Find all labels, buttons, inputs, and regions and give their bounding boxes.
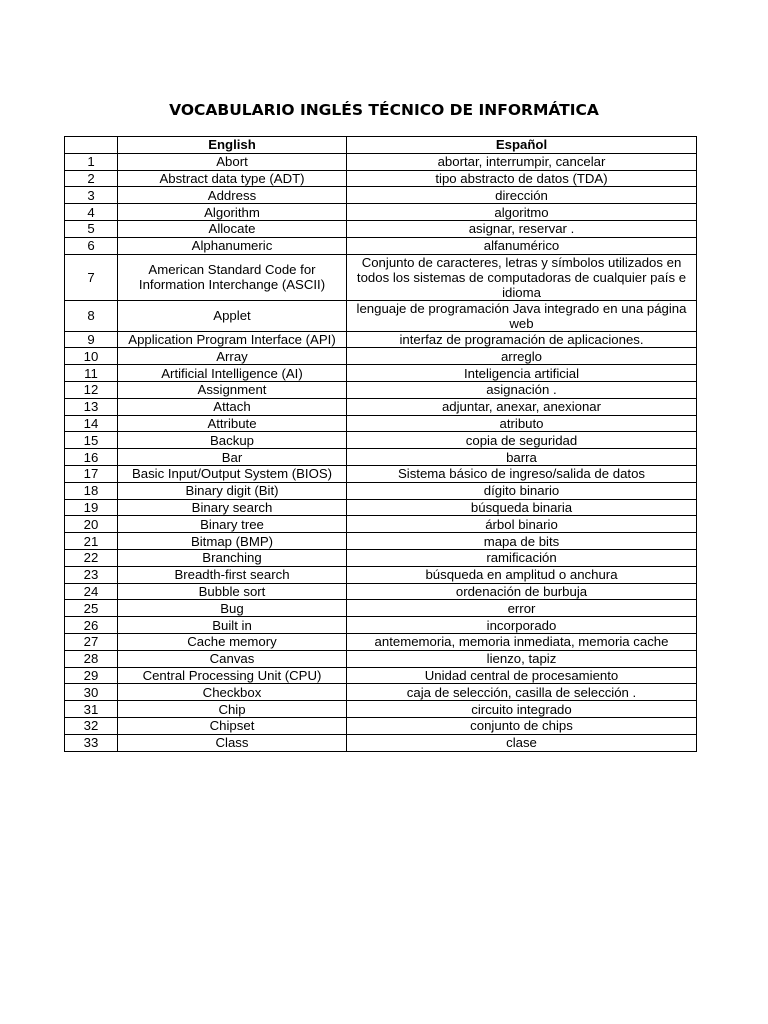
english-term-cell: Attach (118, 398, 347, 415)
english-term-cell: Binary digit (Bit) (118, 482, 347, 499)
english-term-cell: Class (118, 734, 347, 751)
table-row (65, 170, 697, 187)
column-header-spanish: Español (347, 137, 697, 154)
spanish-translation-cell: conjunto de chips (347, 717, 697, 734)
row-number-cell: 9 (65, 331, 118, 348)
spanish-translation-cell: circuito integrado (347, 701, 697, 718)
english-term-cell: Bubble sort (118, 583, 347, 600)
table-row (65, 220, 697, 237)
table-row (65, 237, 697, 254)
row-number-cell: 15 (65, 432, 118, 449)
row-number-cell: 29 (65, 667, 118, 684)
english-term-cell: Central Processing Unit (CPU) (118, 667, 347, 684)
spanish-translation-cell: Unidad central de procesamiento (347, 667, 697, 684)
row-number-cell: 22 (65, 549, 118, 566)
english-term-cell: Abort (118, 153, 347, 170)
row-number-cell: 4 (65, 204, 118, 221)
spanish-translation-cell: lienzo, tapiz (347, 650, 697, 667)
spanish-translation-cell: Sistema básico de ingreso/salida de datos (347, 465, 697, 482)
row-number-cell: 20 (65, 516, 118, 533)
row-number-cell: 13 (65, 398, 118, 415)
table-row (65, 153, 697, 170)
row-number-cell: 28 (65, 650, 118, 667)
english-term-cell: Backup (118, 432, 347, 449)
english-term-cell: Basic Input/Output System (BIOS) (118, 465, 347, 482)
row-number-cell: 2 (65, 170, 118, 187)
table-row (65, 650, 697, 667)
spanish-translation-cell: clase (347, 734, 697, 751)
row-number-cell: 14 (65, 415, 118, 432)
row-number-cell: 23 (65, 566, 118, 583)
row-number-cell: 16 (65, 449, 118, 466)
table-row (65, 549, 697, 566)
spanish-translation-cell: Inteligencia artificial (347, 365, 697, 382)
vocabulary-table (64, 136, 697, 752)
english-term-cell: Binary tree (118, 516, 347, 533)
table-row (65, 617, 697, 634)
english-term-cell: Address (118, 187, 347, 204)
row-number-cell: 18 (65, 482, 118, 499)
spanish-translation-cell: Conjunto de caracteres, letras y símbolos utilizados en todos los sistemas de computadoras de cualquier país e idioma (347, 254, 697, 300)
english-term-cell: Array (118, 348, 347, 365)
row-number-cell: 31 (65, 701, 118, 718)
table-row (65, 516, 697, 533)
row-number-cell: 8 (65, 300, 118, 331)
english-term-cell: Built in (118, 617, 347, 634)
spanish-translation-cell: interfaz de programación de aplicaciones. (347, 331, 697, 348)
spanish-translation-cell: dirección (347, 187, 697, 204)
table-row (65, 449, 697, 466)
spanish-translation-cell: atributo (347, 415, 697, 432)
spanish-translation-cell: dígito binario (347, 482, 697, 499)
table-row (65, 533, 697, 550)
row-number-cell: 12 (65, 381, 118, 398)
english-term-cell: Binary search (118, 499, 347, 516)
table-row (65, 254, 697, 300)
row-number-cell: 25 (65, 600, 118, 617)
spanish-translation-cell: adjuntar, anexar, anexionar (347, 398, 697, 415)
english-term-cell: Allocate (118, 220, 347, 237)
table-body (65, 153, 697, 751)
spanish-translation-cell: asignar, reservar . (347, 220, 697, 237)
spanish-translation-cell: ramificación (347, 549, 697, 566)
english-term-cell: Alphanumeric (118, 237, 347, 254)
english-term-cell: Algorithm (118, 204, 347, 221)
table-row (65, 204, 697, 221)
spanish-translation-cell: ordenación de burbuja (347, 583, 697, 600)
english-term-cell: Attribute (118, 415, 347, 432)
row-number-cell: 24 (65, 583, 118, 600)
table-row (65, 701, 697, 718)
row-number-cell: 17 (65, 465, 118, 482)
row-number-cell: 11 (65, 365, 118, 382)
table-row (65, 331, 697, 348)
spanish-translation-cell: copia de seguridad (347, 432, 697, 449)
english-term-cell: Bug (118, 600, 347, 617)
table-row (65, 465, 697, 482)
table-row (65, 734, 697, 751)
english-term-cell: Applet (118, 300, 347, 331)
page-title: VOCABULARIO INGLÉS TÉCNICO DE INFORMÁTICA (169, 101, 599, 119)
spanish-translation-cell: antememoria, memoria inmediata, memoria cache (347, 633, 697, 650)
row-number-cell: 33 (65, 734, 118, 751)
spanish-translation-cell: búsqueda en amplitud o anchura (347, 566, 697, 583)
row-number-cell: 10 (65, 348, 118, 365)
row-number-cell: 30 (65, 684, 118, 701)
spanish-translation-cell: arreglo (347, 348, 697, 365)
spanish-translation-cell: abortar, interrumpir, cancelar (347, 153, 697, 170)
english-term-cell: Application Program Interface (API) (118, 331, 347, 348)
row-number-cell: 19 (65, 499, 118, 516)
column-header-english: English (118, 137, 347, 154)
table-row (65, 499, 697, 516)
row-number-cell: 27 (65, 633, 118, 650)
column-header-number (65, 137, 118, 154)
spanish-translation-cell: árbol binario (347, 516, 697, 533)
table-row (65, 684, 697, 701)
table-row (65, 566, 697, 583)
spanish-translation-cell: error (347, 600, 697, 617)
english-term-cell: Chipset (118, 717, 347, 734)
table-row (65, 381, 697, 398)
english-term-cell: Checkbox (118, 684, 347, 701)
row-number-cell: 7 (65, 254, 118, 300)
english-term-cell: Breadth-first search (118, 566, 347, 583)
spanish-translation-cell: incorporado (347, 617, 697, 634)
english-term-cell: Bar (118, 449, 347, 466)
row-number-cell: 3 (65, 187, 118, 204)
table-row (65, 482, 697, 499)
table-row (65, 398, 697, 415)
spanish-translation-cell: caja de selección, casilla de selección . (347, 684, 697, 701)
spanish-translation-cell: alfanumérico (347, 237, 697, 254)
english-term-cell: Cache memory (118, 633, 347, 650)
spanish-translation-cell: barra (347, 449, 697, 466)
table-row (65, 300, 697, 331)
english-term-cell: Artificial Intelligence (AI) (118, 365, 347, 382)
english-term-cell: Chip (118, 701, 347, 718)
table-row (65, 600, 697, 617)
table-row (65, 187, 697, 204)
english-term-cell: Bitmap (BMP) (118, 533, 347, 550)
english-term-cell: Abstract data type (ADT) (118, 170, 347, 187)
row-number-cell: 6 (65, 237, 118, 254)
spanish-translation-cell: algoritmo (347, 204, 697, 221)
spanish-translation-cell: asignación . (347, 381, 697, 398)
table-header-row (65, 137, 697, 154)
row-number-cell: 26 (65, 617, 118, 634)
table-row (65, 415, 697, 432)
spanish-translation-cell: mapa de bits (347, 533, 697, 550)
table-row (65, 432, 697, 449)
row-number-cell: 21 (65, 533, 118, 550)
spanish-translation-cell: búsqueda binaria (347, 499, 697, 516)
table-row (65, 365, 697, 382)
row-number-cell: 32 (65, 717, 118, 734)
english-term-cell: Branching (118, 549, 347, 566)
english-term-cell: Canvas (118, 650, 347, 667)
row-number-cell: 5 (65, 220, 118, 237)
table-row (65, 633, 697, 650)
english-term-cell: Assignment (118, 381, 347, 398)
table-row (65, 583, 697, 600)
table-row (65, 348, 697, 365)
spanish-translation-cell: tipo abstracto de datos (TDA) (347, 170, 697, 187)
table-row (65, 717, 697, 734)
row-number-cell: 1 (65, 153, 118, 170)
table-row (65, 667, 697, 684)
spanish-translation-cell: lenguaje de programación Java integrado en una página web (347, 300, 697, 331)
english-term-cell: American Standard Code for Information Interchange (ASCII) (118, 254, 347, 300)
